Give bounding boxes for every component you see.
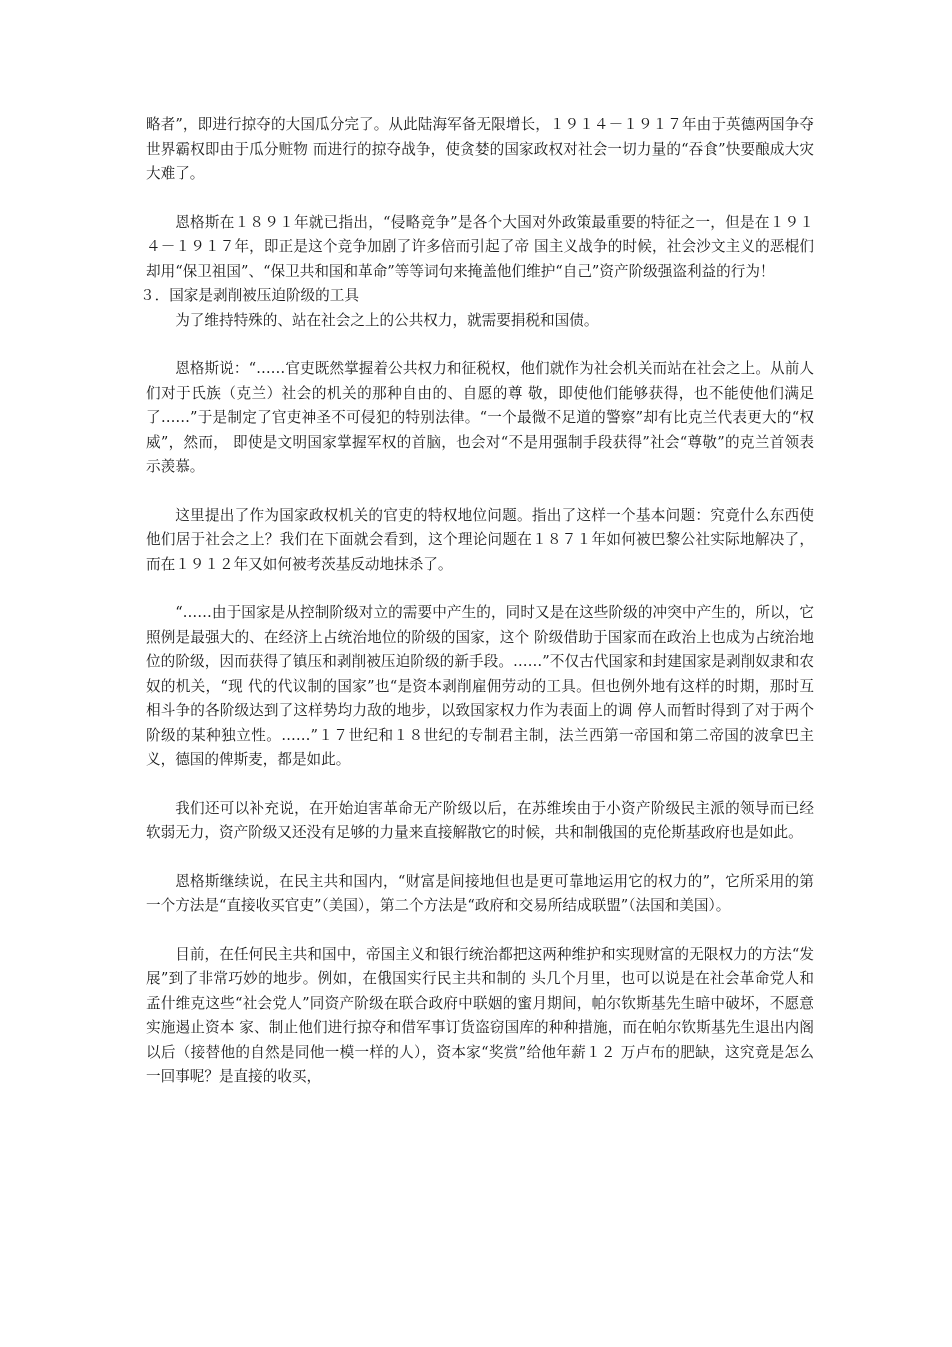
paragraph-class-state: “……由于国家是从控制阶级对立的需要中产生的，同时又是在这些阶级的冲突中产生的，所以，它照例是最强大的、在经济上占统治地位的阶级的国家，这个 阶级借助于国家而在政治上也成为占统治地位的阶级，因而获得了镇压和剥削被压迫阶级的新手段。……”不仅古代国家和封建国家是剥削奴隶和农奴的机关，“现 代的代议制的国家”也“是资本剥削雇佣劳动的工具。但也例外地有这样的时期，那时互相斗争的各阶级达到了这样势均力敌的地步，以致国家权力作为表面上的调 停人而暂时得到了对于两个阶级的某种独立性。……”１７世纪和１８世纪的专制君主制，法兰西第一帝国和第二帝国的波拿巴主义，德国的俾斯麦，都是如此。 (146, 604, 814, 768)
paragraph-privilege: 这里提出了作为国家政权机关的官吏的特权地位问题。指出了这样一个基本问题：究竟什么东西使他们居于社会之上？我们在下面就会看到，这个理论问题在１８７１年如何被巴黎公社实际地解决了，而在１９１２年又如何被考茨基反动地抹杀了。 (146, 506, 814, 573)
paragraph-engels-1891: 恩格斯在１８９１年就已指出，“侵略竞争”是各个大国对外政策最重要的特征之一，但是在１９１４－１９１７年，即正是这个竞争加剧了许多倍而引起了帝 国主义战争的时候，社会沙文主义的恶棍们却用“保卫祖国”、“保卫共和国和革命”等等词句来掩盖他们维护“自己”资产阶级强盗利益的行为！ (146, 213, 814, 280)
paragraph-taxes: 为了维持特殊的、站在社会之上的公共权力，就需要捐税和国债。 (175, 311, 599, 329)
paragraph-wealth: 恩格斯继续说，在民主共和国内，“财富是间接地但也是更可靠地运用它的权力的”，它所采用的第一个方法是“直接收买官吏”（美国），第二个方法是“政府和交易所结成联盟”（法国和美国）。 (146, 872, 814, 914)
section-heading: ３．国家是剥削被压迫阶级的工具 (140, 287, 359, 304)
document-page (140, 113, 814, 1114)
paragraph-kerensky: 我们还可以补充说，在开始迫害革命无产阶级以后，在苏维埃由于小资产阶级民主派的领导而已经软弱无力，资产阶级又还没有足够的力量来直接解散它的时候，共和制俄国的克伦斯基政府也是如此。 (146, 799, 814, 841)
paragraph-continuation: 略者”，即进行掠夺的大国瓜分完了。从此陆海军备无限增长，１９１４－１９１７年由于英德两国争夺世界霸权即由于瓜分赃物 而进行的掠夺战争，使贪婪的国家政权对社会一切力量的“吞食”快要酿成大灾大难了。 (146, 116, 814, 182)
paragraph-engels-officials: 恩格斯说：“……官吏既然掌握着公共权力和征税权，他们就作为社会机关而站在社会之上。从前人们对于氏族（克兰）社会的机关的那种自由的、自愿的尊 敬，即使他们能够获得，也不能使他们满足了……”于是制定了官吏神圣不可侵犯的特别法律。“一个最微不足道的警察”却有比克兰代表更大的“权威”，然而， 即使是文明国家掌握军权的首脑，也会对“不是用强制手段获得”社会“尊敬”的克兰首领表示羡慕。 (146, 360, 814, 475)
paragraph-imperialism: 目前，在任何民主共和国中，帝国主义和银行统治都把这两种维护和实现财富的无限权力的方法“发展”到了非常巧妙的地步。例如，在俄国实行民主共和制的 头几个月里，也可以说是在社会革命党人和孟什维克这些“社会党人”同资产阶级在联合政府中联姻的蜜月期间，帕尔钦斯基先生暗中破坏，不愿意实施遏止资本 家、制止他们进行掠夺和借军事订货盗窃国库的种种措施，而在帕尔钦斯基先生退出内阁以后（接替他的自然是同他一模一样的人），资本家“奖赏”给他年薪１２ 万卢布的肥缺，这究竟是怎么一回事呢？是直接的收买， (146, 945, 814, 1085)
